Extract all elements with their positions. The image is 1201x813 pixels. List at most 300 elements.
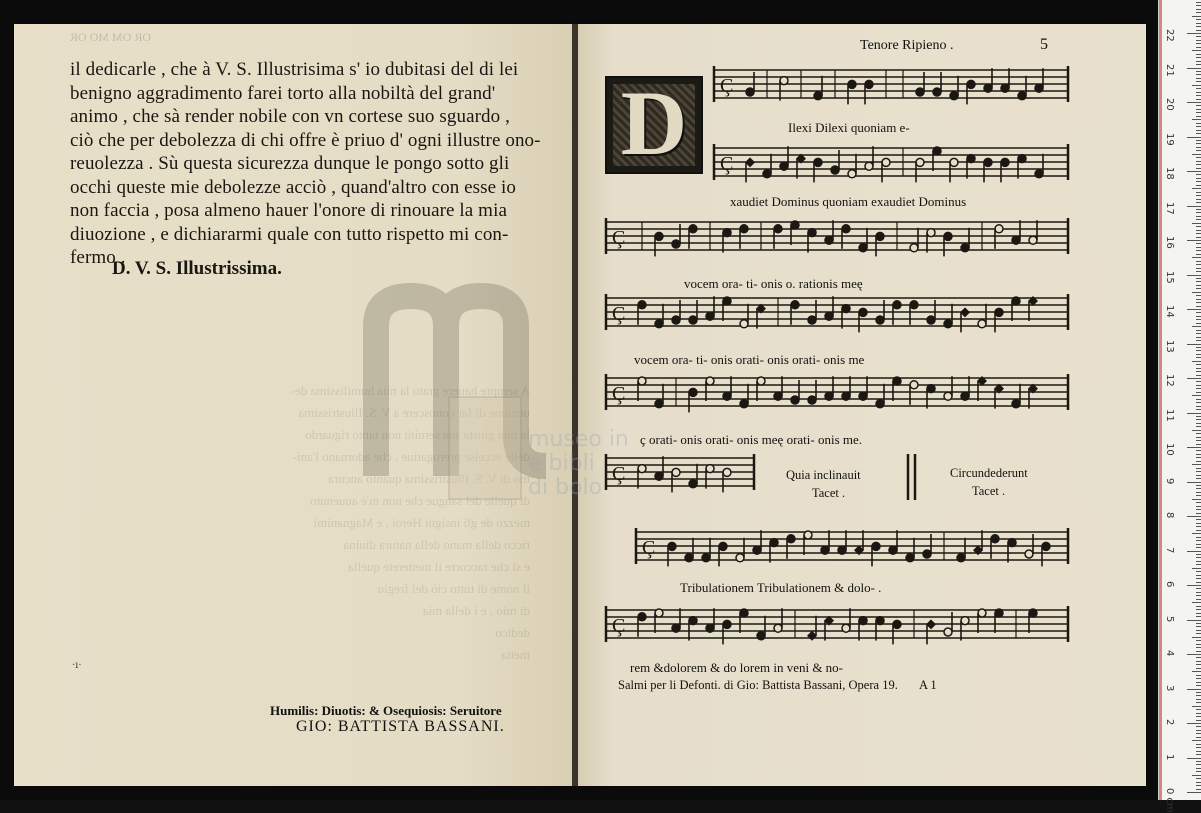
ruler-tick <box>1196 233 1201 234</box>
ruler-tick <box>1196 595 1201 596</box>
ruler-tick <box>1196 709 1201 710</box>
ruler-tick <box>1196 685 1201 686</box>
ruler-tick <box>1187 137 1201 138</box>
ruler-label: 15 <box>1164 270 1175 284</box>
ruler-tick <box>1196 347 1201 348</box>
bleed-through-header: OR OM MO OR <box>70 30 152 44</box>
ruler-tick <box>1196 178 1201 179</box>
clef-symbol: Ç <box>720 75 734 97</box>
ruler-label: 1 <box>1164 753 1175 760</box>
ruler-tick <box>1196 733 1201 734</box>
ruler-tick <box>1196 36 1201 37</box>
ruler-tick <box>1196 768 1201 769</box>
ruler-tick <box>1187 792 1201 793</box>
ruler-tick <box>1196 105 1201 106</box>
dedication-line: non faccia , posa almeno hauer l'onore di rinouare la mia <box>70 200 507 221</box>
tacet-1-label: Tacet . <box>812 486 846 500</box>
ruler-tick <box>1196 2 1201 3</box>
ruler-tick <box>1192 188 1201 189</box>
ruler-label: 13 <box>1164 339 1175 353</box>
part-header: Tenore Ripieno . <box>860 38 954 53</box>
ruler-tick <box>1196 633 1201 634</box>
ruler-tick <box>1187 275 1201 276</box>
ruler-label: 21 <box>1164 63 1175 77</box>
ruler-tick <box>1196 668 1201 669</box>
ruler-label: 20 <box>1164 98 1175 111</box>
clef-symbol: Ç <box>720 153 734 175</box>
ruler-tick <box>1196 513 1201 514</box>
ruler-tick <box>1196 754 1201 755</box>
ruler-label: 9 <box>1164 477 1175 484</box>
ruler-tick <box>1196 164 1201 165</box>
ruler-tick <box>1196 495 1201 496</box>
ruler-tick <box>1196 71 1201 72</box>
ruler-tick <box>1196 557 1201 558</box>
ruler-tick <box>1192 154 1201 155</box>
ruler-tick <box>1196 454 1201 455</box>
ruler-tick <box>1196 623 1201 624</box>
ruler-tick <box>1196 409 1201 410</box>
ruler-tick <box>1196 306 1201 307</box>
ruler-tick <box>1196 526 1201 527</box>
dedication-line: reuolezza . Sù questa sicurezza dunque le pongo sotto gli <box>70 153 510 174</box>
ruler-tick <box>1196 368 1201 369</box>
ruler-tick <box>1196 88 1201 89</box>
ruler-tick <box>1196 371 1201 372</box>
margin-mark: ·ı· <box>72 660 82 671</box>
tacet-2-title: Circundederunt <box>950 466 1028 480</box>
ruler-tick <box>1196 523 1201 524</box>
clef-symbol: Ç <box>612 227 626 249</box>
ruler-tick <box>1196 720 1201 721</box>
book-gutter <box>572 24 578 786</box>
ruler-tick <box>1192 464 1201 465</box>
ruler-tick <box>1196 123 1201 124</box>
ruler-tick <box>1196 657 1201 658</box>
ruler-label: 4 <box>1164 650 1175 657</box>
ruler-tick <box>1187 758 1201 759</box>
ruler-tick <box>1196 406 1201 407</box>
ruler-tick <box>1187 723 1201 724</box>
ruler-tick <box>1196 388 1201 389</box>
ruler-tick <box>1196 150 1201 151</box>
ruler-tick <box>1196 337 1201 338</box>
ruler-tick <box>1196 333 1201 334</box>
ruler-tick <box>1196 699 1201 700</box>
ruler-tick <box>1196 54 1201 55</box>
imprint-text: Salmi per li Defonti. di Gio: Battista Bassani, Opera 19. <box>618 678 898 692</box>
dedication-line: fermo . <box>70 247 126 268</box>
ruler-tick <box>1196 185 1201 186</box>
ruler-tick <box>1196 402 1201 403</box>
ruler-tick <box>1196 561 1201 562</box>
ruler-tick <box>1192 292 1201 293</box>
bleed-line: e sì che raccorre il metterete quella <box>348 559 530 574</box>
ruler-tick <box>1196 281 1201 282</box>
page-number: 5 <box>1040 36 1048 53</box>
watermark-text-line-1: museo in <box>528 427 629 452</box>
ruler-tick <box>1196 530 1201 531</box>
ruler-tick <box>1196 323 1201 324</box>
ruler-tick <box>1187 482 1201 483</box>
ruler-tick <box>1196 74 1201 75</box>
dedication-line: benigno aggradimento farei torto alla nobiltà del grand' <box>70 82 496 104</box>
lyric-line-6: Tribulationem Tribulationem & dolo- . <box>680 580 882 595</box>
ruler-tick <box>1196 399 1201 400</box>
ruler-tick <box>1196 747 1201 748</box>
bleed-line: uozione di far conoscere a V. S. Illustrissima <box>298 405 530 420</box>
ruler-tick <box>1196 161 1201 162</box>
ruler-tick <box>1196 302 1201 303</box>
ruler-label: 2 <box>1164 719 1175 726</box>
ruler-tick <box>1196 385 1201 386</box>
ruler-tick <box>1192 637 1201 638</box>
ruler-tick <box>1196 278 1201 279</box>
ruler-tick <box>1196 140 1201 141</box>
ruler-tick <box>1196 695 1201 696</box>
ruler-tick <box>1196 606 1201 607</box>
dedication-line: diuozione , e dichiararmi quale con tutto rispetto mi con- <box>70 223 509 245</box>
ruler-tick <box>1196 268 1201 269</box>
ruler-label: 18 <box>1164 167 1175 180</box>
watermark-text-line-2: e bibli <box>528 451 595 476</box>
ruler-tick <box>1196 578 1201 579</box>
ruler-tick <box>1196 23 1201 24</box>
ruler-tick <box>1196 437 1201 438</box>
ruler-label: 12 <box>1164 374 1175 387</box>
ruler-tick <box>1187 33 1201 34</box>
ruler-label: 5 <box>1164 615 1175 622</box>
ruler-label: 17 <box>1164 201 1175 215</box>
ruler-label: 10 <box>1164 443 1175 456</box>
ruler-label: 3 <box>1164 684 1175 691</box>
ruler-tick <box>1192 430 1201 431</box>
ruler-tick <box>1187 206 1201 207</box>
ruler-edge <box>1159 0 1162 800</box>
ruler-tick <box>1187 68 1201 69</box>
lyric-line-4: vocem ora- ti- onis orati- onis orati- onis me <box>634 352 865 367</box>
ruler-tick <box>1196 5 1201 6</box>
ruler-tick <box>1196 613 1201 614</box>
ruler-tick <box>1196 785 1201 786</box>
ruler-tick <box>1196 12 1201 13</box>
ruler-label: 0 cm <box>1164 788 1175 813</box>
ruler-tick <box>1196 247 1201 248</box>
ruler-tick <box>1196 78 1201 79</box>
ruler-tick <box>1192 16 1201 17</box>
ruler-tick <box>1196 192 1201 193</box>
ruler-tick <box>1196 488 1201 489</box>
ruler-tick <box>1192 499 1201 500</box>
ruler-tick <box>1192 119 1201 120</box>
decorated-initial <box>605 72 703 174</box>
ruler-tick <box>1192 395 1201 396</box>
ruler-tick <box>1196 502 1201 503</box>
ruler-tick <box>1196 609 1201 610</box>
ruler-tick <box>1196 713 1201 714</box>
ruler-tick <box>1196 554 1201 555</box>
ruler-tick <box>1196 285 1201 286</box>
ruler-tick <box>1196 416 1201 417</box>
ruler-tick <box>1196 92 1201 93</box>
ruler-tick <box>1196 651 1201 652</box>
ruler-tick <box>1196 350 1201 351</box>
ruler-tick <box>1196 547 1201 548</box>
signature-line-2: GIO: BATTISTA BASSANI. <box>296 718 505 735</box>
tacet-1-title: Quia inclinauit <box>786 468 861 482</box>
ruler-tick <box>1196 381 1201 382</box>
ruler-tick <box>1196 26 1201 27</box>
ruler-tick <box>1196 57 1201 58</box>
ruler-label: 14 <box>1164 305 1175 318</box>
ruler-tick <box>1196 771 1201 772</box>
ruler-tick <box>1192 602 1201 603</box>
ruler-tick <box>1192 223 1201 224</box>
ruler-tick <box>1196 540 1201 541</box>
ruler-tick <box>1196 575 1201 576</box>
ruler-tick <box>1192 50 1201 51</box>
ruler-tick <box>1192 257 1201 258</box>
ruler-tick <box>1187 378 1201 379</box>
ruler-tick <box>1196 640 1201 641</box>
ruler-tick <box>1196 330 1201 331</box>
ruler-tick <box>1196 682 1201 683</box>
initial-letter: D <box>620 72 688 174</box>
ruler-tick <box>1196 630 1201 631</box>
ruler-tick <box>1196 544 1201 545</box>
ruler-label: 11 <box>1164 408 1175 422</box>
ruler-tick <box>1196 312 1201 313</box>
dedication-closing: D. V. S. Illustrissima. <box>112 258 282 279</box>
ruler-tick <box>1187 171 1201 172</box>
ruler-tick <box>1196 250 1201 251</box>
bleed-line: di mio , e i della mia <box>422 603 530 618</box>
ruler-tick <box>1196 626 1201 627</box>
ruler-tick <box>1196 744 1201 745</box>
ruler-tick <box>1196 764 1201 765</box>
ruler-tick <box>1196 64 1201 65</box>
ruler-tick <box>1196 99 1201 100</box>
ruler-tick <box>1196 509 1201 510</box>
bleed-line: dedico <box>495 625 530 640</box>
ruler-tick <box>1196 30 1201 31</box>
imprint-footer <box>618 678 937 693</box>
ruler-tick <box>1192 740 1201 741</box>
bleed-line: mezzo de gli insigni Heroi , e Magnanimi <box>313 515 530 530</box>
ruler-tick <box>1196 199 1201 200</box>
ruler-tick <box>1196 506 1201 507</box>
bleed-line: il nome di tutto ciò del fregio <box>377 581 530 596</box>
bleed-line: delle eccelse prerogatiue , che adornano l'ani- <box>292 449 530 464</box>
ruler-tick <box>1187 309 1201 310</box>
ruler-tick <box>1196 726 1201 727</box>
ruler-tick <box>1196 109 1201 110</box>
bleed-line: di quelle del sangue che non m'è auuenuto <box>309 493 530 508</box>
lyric-line-2: xaudiet Dominus quoniam exaudiet Dominus <box>730 194 967 209</box>
clef-symbol: Ç <box>642 537 656 559</box>
ruler-tick <box>1196 426 1201 427</box>
ruler-tick <box>1192 361 1201 362</box>
ruler-tick <box>1196 616 1201 617</box>
bleed-line: mo di V. S. Illustrissima quanto ancora <box>328 471 530 486</box>
bleed-line: metta <box>501 647 530 662</box>
ruler-tick <box>1187 516 1201 517</box>
dedication-line: animo , che sà render nobile con vn cortese suo sguardo , <box>70 106 510 127</box>
ruler-tick <box>1187 689 1201 690</box>
ruler-tick <box>1196 647 1201 648</box>
ruler-tick <box>1196 202 1201 203</box>
ruler-tick <box>1196 295 1201 296</box>
ruler-tick <box>1192 706 1201 707</box>
bleed-line: A sempre hauere grato la mia humilissima de- <box>290 383 530 398</box>
ruler-tick <box>1187 585 1201 586</box>
lyric-line-7: rem &dolorem & do lorem in veni & no- <box>630 660 844 675</box>
ruler-tick <box>1196 737 1201 738</box>
ruler-tick <box>1196 444 1201 445</box>
clef-symbol: Ç <box>612 615 626 637</box>
ruler-tick <box>1196 126 1201 127</box>
ruler-tick <box>1196 226 1201 227</box>
ruler-tick <box>1196 174 1201 175</box>
ruler-tick <box>1196 299 1201 300</box>
ruler-tick <box>1196 789 1201 790</box>
ruler-tick <box>1196 730 1201 731</box>
ruler-tick <box>1187 102 1201 103</box>
watermark-text-line-3: di bolo <box>528 475 603 500</box>
ruler-tick <box>1196 43 1201 44</box>
ruler-tick <box>1192 671 1201 672</box>
ruler-tick <box>1196 537 1201 538</box>
ruler-tick <box>1196 392 1201 393</box>
ruler-tick <box>1196 592 1201 593</box>
ruler-tick <box>1196 219 1201 220</box>
dedication-text <box>70 58 540 270</box>
ruler-tick <box>1196 440 1201 441</box>
ruler-label: 8 <box>1164 512 1175 519</box>
ruler-tick <box>1187 551 1201 552</box>
ruler-tick <box>1196 212 1201 213</box>
ruler-tick <box>1196 243 1201 244</box>
ruler-tick <box>1196 702 1201 703</box>
ruler-tick <box>1196 354 1201 355</box>
ruler-tick <box>1196 582 1201 583</box>
bleed-line: la mia giusta sua seruitù non tanto riguardo <box>305 427 530 442</box>
signature-mark: A 1 <box>918 678 937 692</box>
clef-symbol: Ç <box>612 463 626 485</box>
ruler-tick <box>1196 564 1201 565</box>
clef-symbol: Ç <box>612 383 626 405</box>
ruler-tick <box>1196 230 1201 231</box>
ruler-tick <box>1196 143 1201 144</box>
ruler-tick <box>1196 209 1201 210</box>
watermark-text <box>528 428 629 500</box>
ruler-tick <box>1196 319 1201 320</box>
ruler-tick <box>1196 678 1201 679</box>
ruler-tick <box>1196 133 1201 134</box>
ruler-label: 6 <box>1164 581 1175 588</box>
ruler-tick <box>1196 761 1201 762</box>
ruler-tick <box>1196 271 1201 272</box>
ruler-tick <box>1196 519 1201 520</box>
ruler-tick <box>1196 433 1201 434</box>
lyric-line-3: vocem ora- ti- onis o. rationis meę <box>684 276 863 291</box>
ruler-tick <box>1196 478 1201 479</box>
ruler-tick <box>1196 157 1201 158</box>
ruler-tick <box>1196 19 1201 20</box>
ruler-tick <box>1196 588 1201 589</box>
ruler-tick <box>1196 716 1201 717</box>
ruler-tick <box>1196 492 1201 493</box>
ruler-tick <box>1196 751 1201 752</box>
ruler-tick <box>1196 571 1201 572</box>
ruler-tick <box>1196 116 1201 117</box>
ruler-tick <box>1196 195 1201 196</box>
ruler-tick <box>1196 468 1201 469</box>
ruler-tick <box>1196 419 1201 420</box>
dedication-line: il dedicarle , che à V. S. Illustrisima s' io dubitasi del di lei <box>70 59 519 80</box>
ruler-tick <box>1196 181 1201 182</box>
ruler-tick <box>1196 475 1201 476</box>
ruler-tick <box>1196 357 1201 358</box>
ruler-tick <box>1196 423 1201 424</box>
ruler-tick <box>1187 344 1201 345</box>
ruler-tick <box>1196 782 1201 783</box>
dedication-line: ciò che per debolezza di chi offre è priuo d' ogni illustre ono- <box>70 129 541 151</box>
ruler-tick <box>1187 654 1201 655</box>
ruler-tick <box>1192 568 1201 569</box>
ruler-label: 16 <box>1164 236 1175 249</box>
ruler-tick <box>1196 254 1201 255</box>
watermark-emblem <box>448 396 522 500</box>
dedication-line: occhi queste mie debolezze acciò , quand'altro con esse io <box>70 176 517 198</box>
ruler-tick <box>1196 81 1201 82</box>
ruler-tick <box>1196 692 1201 693</box>
ruler-tick <box>1187 620 1201 621</box>
ruler-tick <box>1187 447 1201 448</box>
ruler-tick <box>1187 413 1201 414</box>
ruler-tick <box>1196 375 1201 376</box>
ruler-tick <box>1196 450 1201 451</box>
ruler-tick <box>1196 261 1201 262</box>
ruler-tick <box>1196 168 1201 169</box>
ruler-tick <box>1196 664 1201 665</box>
bleed-line: ricco della mano della natura diuina <box>343 537 530 552</box>
ruler-tick <box>1196 485 1201 486</box>
ruler-tick <box>1196 47 1201 48</box>
ruler-label: 7 <box>1164 546 1175 553</box>
lyric-line-1: Ilexi Dilexi quoniam e- <box>788 120 910 135</box>
measurement-ruler <box>1158 0 1201 813</box>
ruler-tick <box>1196 112 1201 113</box>
ruler-tick <box>1196 340 1201 341</box>
ruler-tick <box>1196 471 1201 472</box>
ruler-tick <box>1192 326 1201 327</box>
ruler-tick <box>1196 778 1201 779</box>
ruler-tick <box>1192 533 1201 534</box>
ruler-tick <box>1196 364 1201 365</box>
ruler-tick <box>1196 264 1201 265</box>
ruler-tick <box>1196 675 1201 676</box>
ruler-tick <box>1187 240 1201 241</box>
ruler-tick <box>1196 288 1201 289</box>
ruler-tick <box>1196 9 1201 10</box>
ruler-tick <box>1196 599 1201 600</box>
ruler-tick <box>1196 147 1201 148</box>
tacet-2-label: Tacet . <box>972 484 1006 498</box>
ruler-tick <box>1196 461 1201 462</box>
ruler-tick <box>1196 661 1201 662</box>
ruler-tick <box>1196 237 1201 238</box>
